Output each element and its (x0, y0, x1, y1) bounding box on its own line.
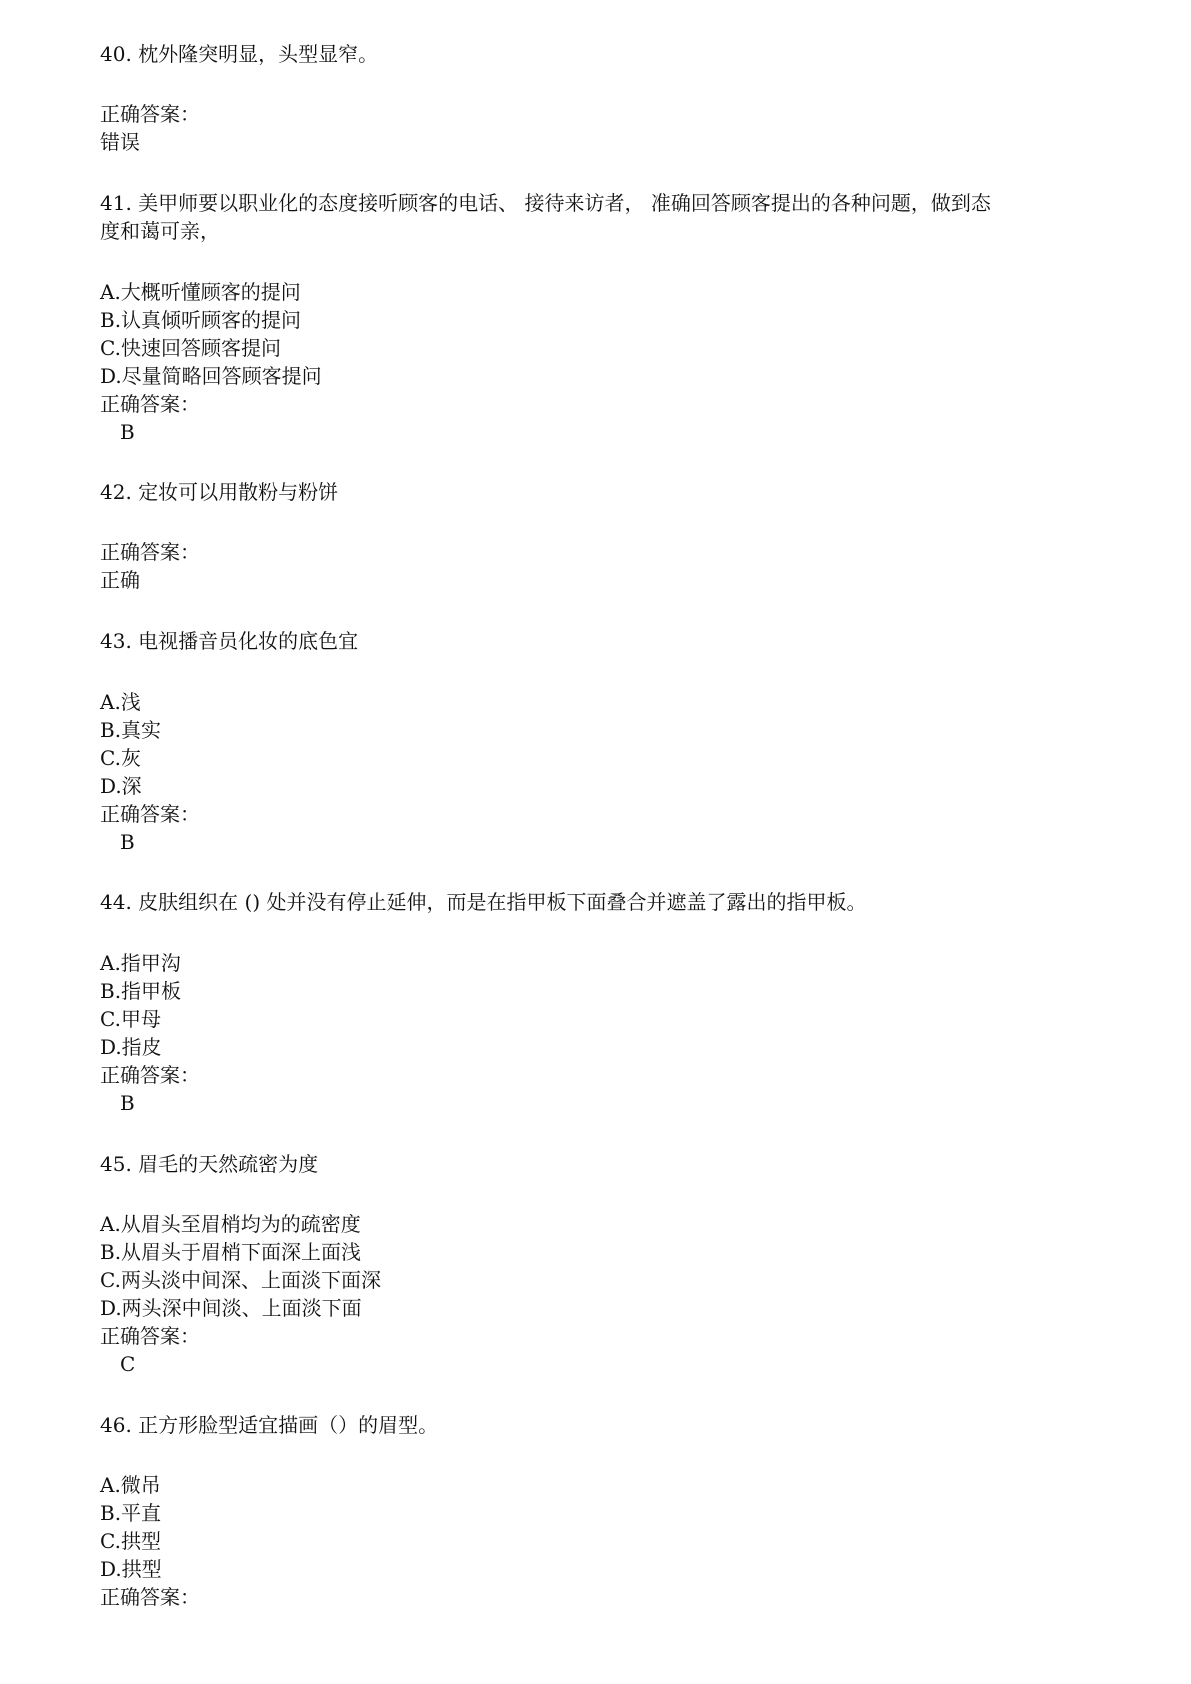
question-44-option-c: C.甲母 (100, 1007, 161, 1031)
question-41-option-b: B.认真倾听顾客的提问 (100, 308, 302, 332)
question-41-stem-line1: 41. 美甲师要以职业化的态度接听顾客的电话、 接待来访者， 准确回答顾客提出的各种问题，做到态 (100, 191, 991, 215)
question-42-answer: 正确 (100, 568, 140, 592)
question-46-option-b: B.平直 (100, 1501, 162, 1525)
question-41-option-a: A.大概听懂顾客的提问 (100, 280, 301, 304)
question-45-option-b: B.从眉头于眉梢下面深上面浅 (100, 1240, 362, 1264)
question-40-answer: 错误 (100, 130, 140, 154)
question-41-option-c: C.快速回答顾客提问 (100, 336, 281, 360)
question-41-answer: B (120, 420, 135, 444)
question-46-option-c: C.拱型 (100, 1529, 161, 1553)
question-46-stem: 46. 正方形脸型适宜描画（）的眉型。 (100, 1413, 439, 1437)
question-42-answer-label: 正确答案： (100, 540, 200, 564)
question-45-option-c: C.两头淡中间深、上面淡下面深 (100, 1268, 381, 1292)
question-43-stem: 43. 电视播音员化妆的底色宜 (100, 629, 359, 653)
question-44-option-b: B.指甲板 (100, 979, 182, 1003)
question-45-stem: 45. 眉毛的天然疏密为度 (100, 1152, 319, 1176)
question-44-option-a: A.指甲沟 (100, 951, 181, 975)
question-45-option-d: D.两头深中间淡、上面淡下面 (100, 1296, 362, 1320)
question-41-option-d: D.尽量简略回答顾客提问 (100, 364, 322, 388)
question-44-stem: 44. 皮肤组织在 () 处并没有停止延伸，而是在指甲板下面叠合并遮盖了露出的指甲板。 (100, 890, 867, 914)
question-42-stem: 42. 定妆可以用散粉与粉饼 (100, 480, 339, 504)
question-43-answer: B (120, 830, 135, 854)
question-44-answer-label: 正确答案： (100, 1063, 200, 1087)
question-44-answer: B (120, 1091, 135, 1115)
question-46-option-a: A.微吊 (100, 1473, 161, 1497)
question-43-option-a: A.浅 (100, 690, 141, 714)
question-40-stem: 40. 枕外隆突明显，头型显窄。 (100, 42, 379, 66)
question-43-option-c: C.灰 (100, 746, 141, 770)
question-43-answer-label: 正确答案： (100, 802, 200, 826)
question-45-option-a: A.从眉头至眉梢均为的疏密度 (100, 1212, 361, 1236)
question-46-answer-label: 正确答案： (100, 1585, 200, 1609)
question-43-option-b: B.真实 (100, 718, 162, 742)
question-46-option-d: D.拱型 (100, 1557, 162, 1581)
question-45-answer: C (120, 1352, 136, 1376)
question-40-answer-label: 正确答案： (100, 102, 200, 126)
question-45-answer-label: 正确答案： (100, 1324, 200, 1348)
question-41-answer-label: 正确答案： (100, 392, 200, 416)
question-44-option-d: D.指皮 (100, 1035, 162, 1059)
question-41-stem-line2: 度和蔼可亲， (100, 219, 220, 243)
question-43-option-d: D.深 (100, 774, 142, 798)
